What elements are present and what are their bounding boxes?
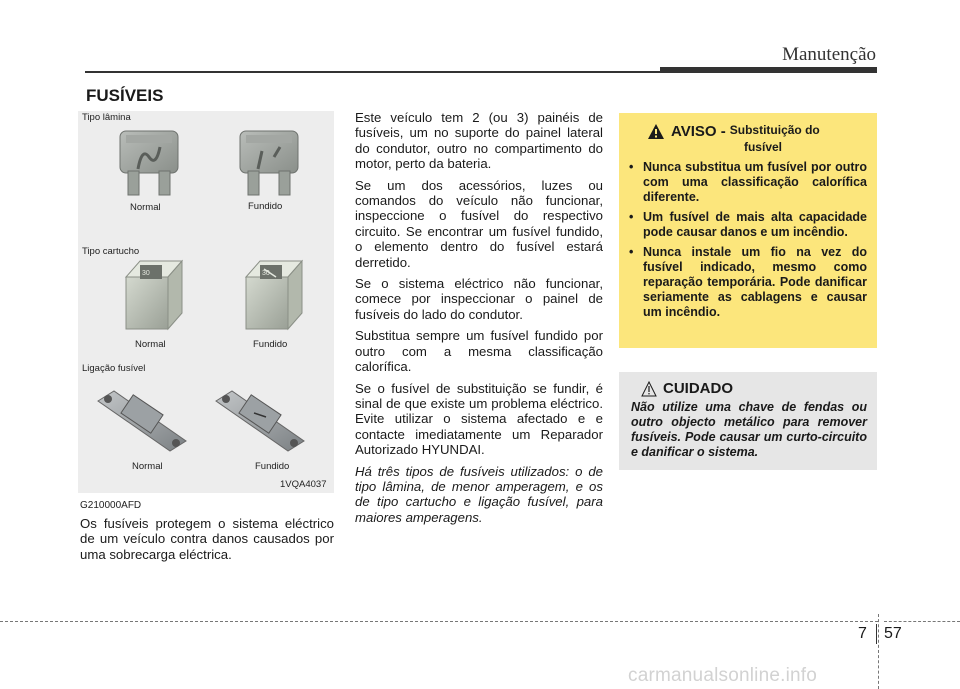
fuse-link-blown-icon (216, 391, 304, 451)
footer-rule-right (884, 621, 960, 622)
paragraph: Se um dos acessórios, luzes ou comandos do veículo não funcionar, inspeccione o fusível do respectivo circuito. Se encontrar um fusível fundido, o elemento dentro do fusível estará derretido. (355, 177, 603, 270)
column-2 (355, 110, 603, 531)
paragraph: Substitua sempre um fusível fundido por outro com a mesma classificação calorífica. (355, 328, 603, 375)
figure-label-cartridge-normal: Normal (135, 339, 166, 350)
caution-header (641, 380, 867, 397)
section-title: FUSÍVEIS (86, 86, 164, 105)
warning-subtitle-2: fusível (743, 140, 782, 154)
paragraph: Este veículo tem 2 (ou 3) painéis de fusíveis, um no suporte do painel lateral do condutor, outro no compartimento do motor, perto da bateria. (355, 110, 603, 172)
svg-text:30: 30 (142, 270, 150, 277)
paragraph: Se o fusível de substituição se fundir, é sinal de que existe um problema eléctrico. Evite utilizar o sistema afectado e e contacte imediatamente um Reparador Autorizado HYUNDAI. (355, 380, 603, 458)
chapter-number: 7 (858, 625, 867, 642)
figure-label-blade-blown: Fundido (248, 201, 283, 212)
figure-label-link-normal: Normal (132, 461, 163, 472)
warning-triangle-icon (647, 123, 665, 140)
warning-item: • Nunca instale um fio na vez do fusível indicado, mesmo como reparação temporária. Pode danificar seriamente as cablagens e causar um incêndio. (629, 245, 867, 320)
caution-text: Não utilize uma chave de fendas ou outro objecto metálico para remover fusíveis. Pode causar um curto-circuito e danificar o sistema. (631, 400, 867, 459)
figure-label-link: Ligação fusível (82, 363, 146, 374)
warning-box (619, 113, 877, 348)
svg-text:30: 30 (262, 270, 270, 277)
warning-list (629, 160, 867, 320)
cartridge-fuse-blown-icon (246, 261, 302, 329)
caution-box (619, 372, 877, 470)
watermark: carmanualsonline.info (628, 665, 818, 686)
reference-code: G210000AFD (80, 500, 142, 511)
figure-code: 1VQA4037 (280, 479, 327, 490)
column-1 (80, 516, 334, 568)
blade-fuse-normal-icon (120, 131, 178, 195)
figure-label-blade: Tipo lâmina (82, 112, 131, 123)
warning-title: AVISO - (671, 123, 726, 140)
blade-fuse-blown-icon (240, 131, 298, 195)
footer-vertical-rule (878, 614, 880, 689)
warning-header (647, 123, 867, 140)
warning-subtitle: Substituição do (729, 123, 820, 137)
caution-title: CUIDADO (663, 380, 733, 397)
warning-item: • Um fusível de mais alta capacidade pode causar danos e um incêndio. (629, 210, 867, 240)
page-separator (876, 624, 877, 644)
fuse-figure (78, 111, 334, 493)
fuse-illustration (78, 111, 334, 493)
header-title: Manutenção (782, 44, 876, 65)
paragraph: Os fusíveis protegem o sistema eléctrico de um veículo contra danos causados por uma sobrecarga eléctrica. (80, 516, 334, 562)
paragraph-italic: Há três tipos de fusíveis utilizados: o de tipo lâmina, de menor amperagem, e os de tipo cartucho e ligação fusível, para maiores amperagens. (355, 463, 603, 525)
warning-item: • Nunca substitua um fusível por outro com uma classificação calorífica diferente. (629, 160, 867, 205)
fuse-link-normal-icon (98, 391, 186, 451)
figure-label-blade-normal: Normal (130, 202, 161, 213)
footer-rule (0, 621, 878, 622)
figure-label-cartridge: Tipo cartucho (82, 246, 140, 257)
figure-label-cartridge-blown: Fundido (253, 339, 288, 350)
page-number: 57 (884, 625, 902, 642)
figure-label-link-blown: Fundido (255, 461, 290, 472)
paragraph: Se o sistema eléctrico não funcionar, comece por inspeccionar o painel de fusíveis do lado do condutor. (355, 276, 603, 322)
header-rule (85, 71, 877, 73)
cartridge-fuse-normal-icon (126, 261, 182, 329)
caution-triangle-icon (641, 381, 657, 397)
